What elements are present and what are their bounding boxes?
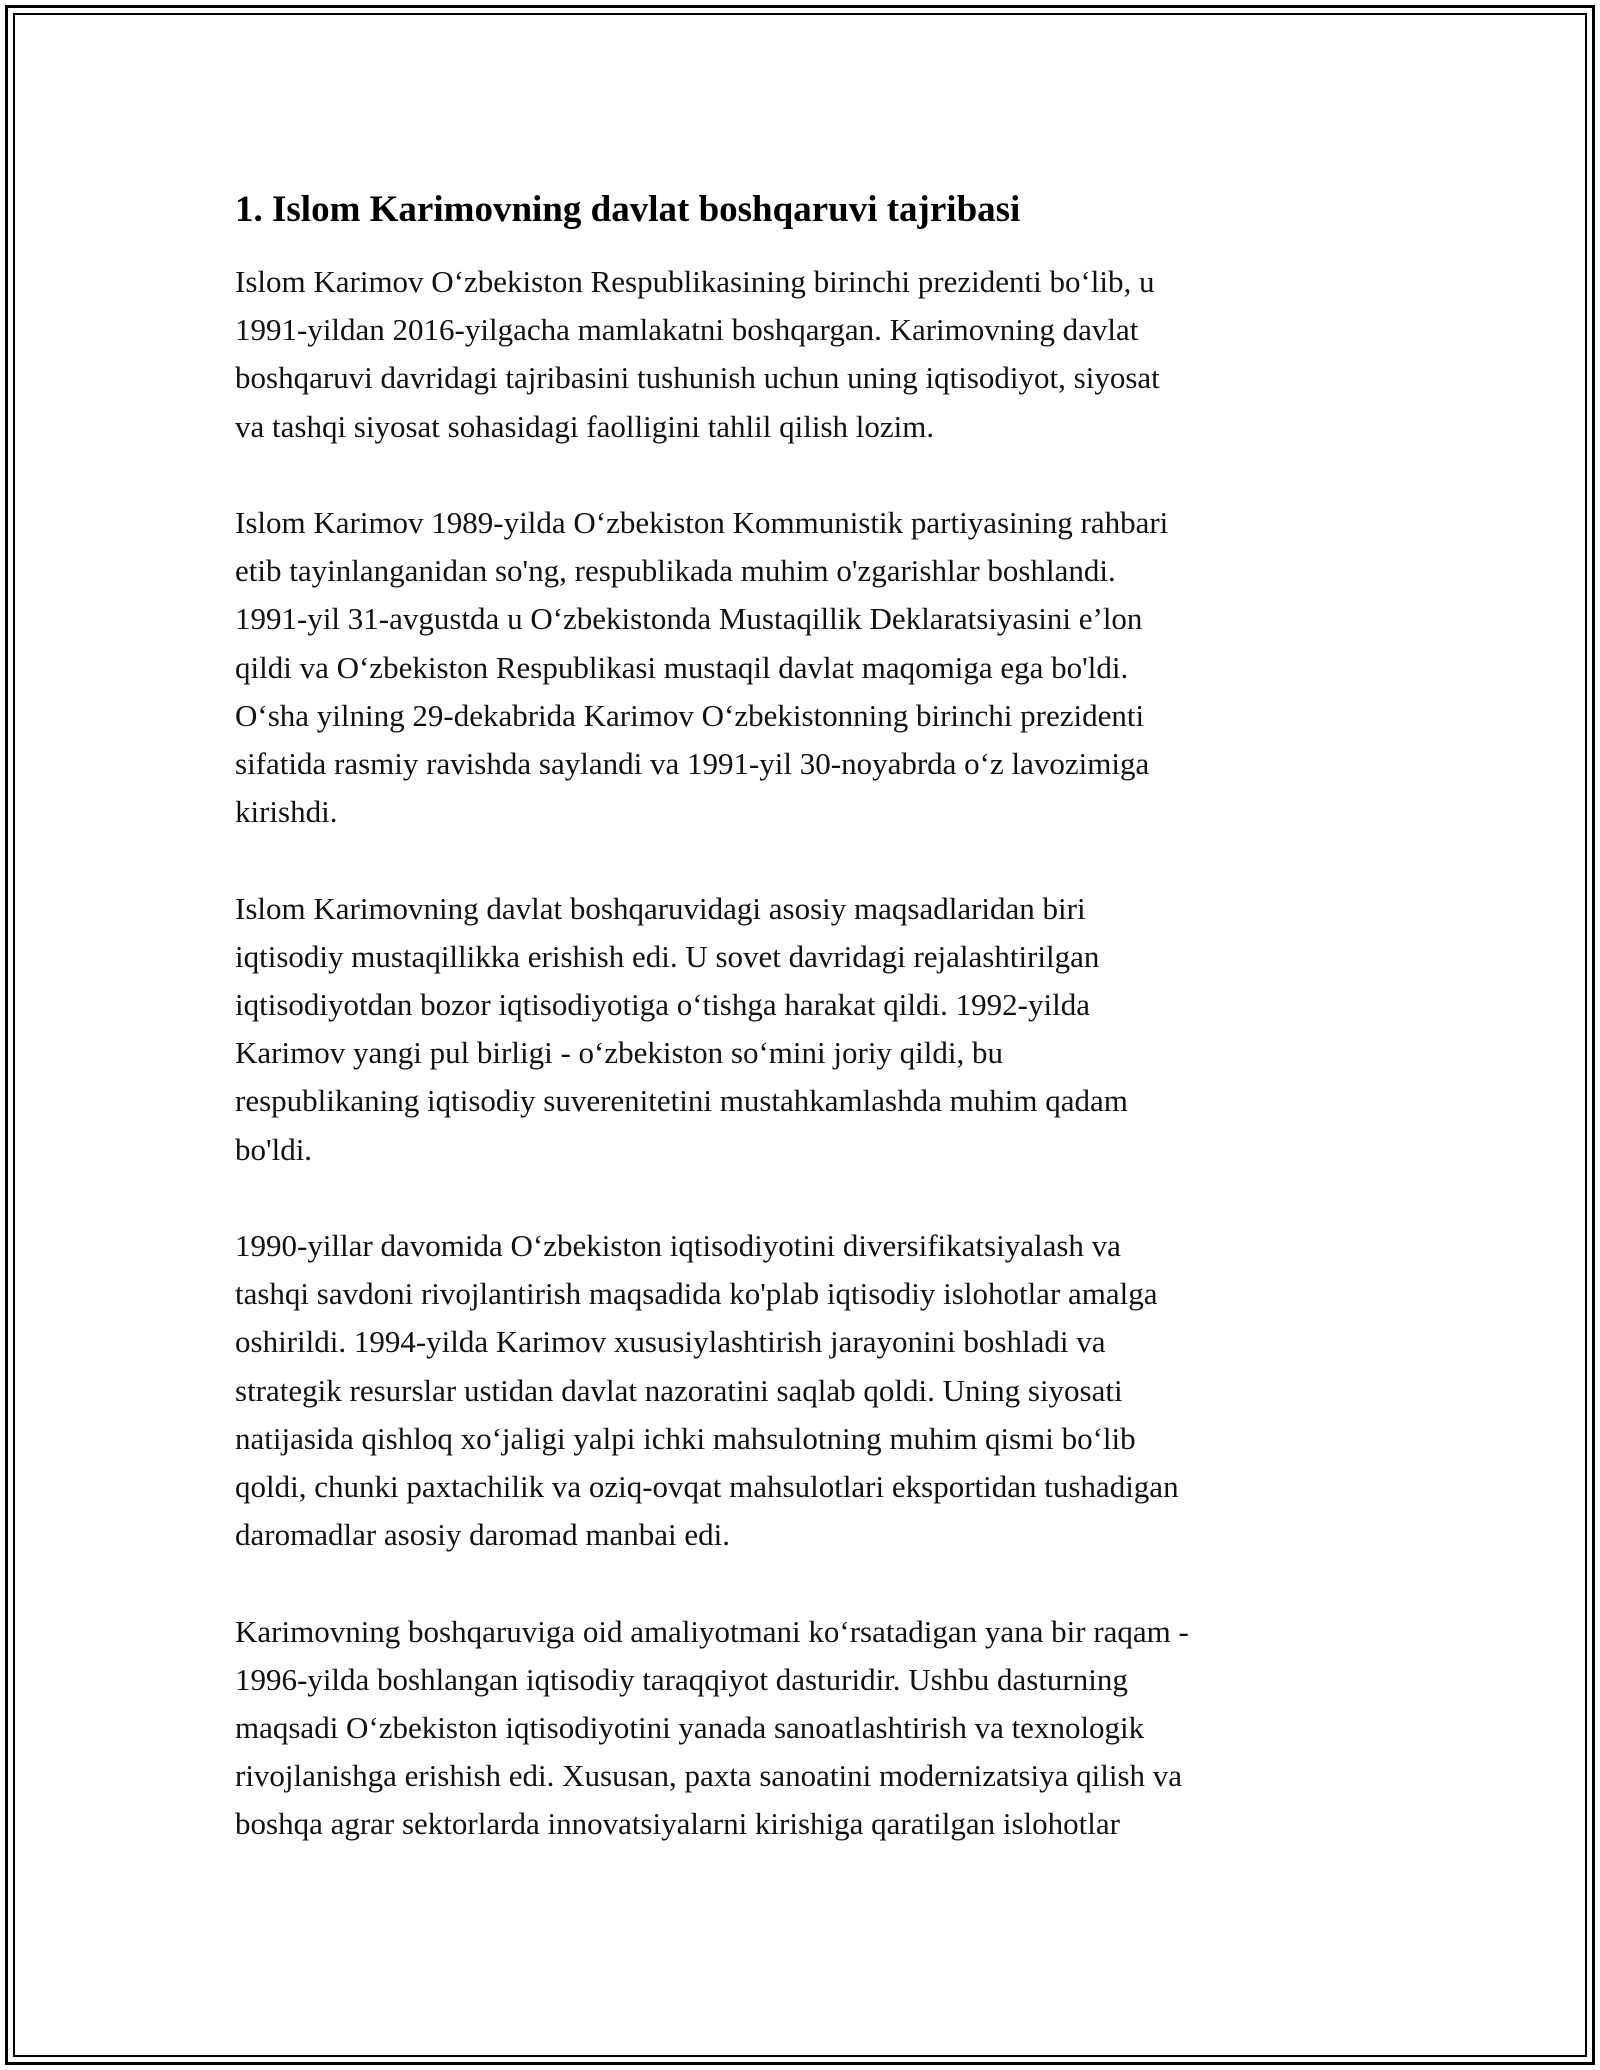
- paragraph-reforms-1990s: 1990-yillar davomida O‘zbekiston iqtisodiyotini diversifikatsiyalash va tashqi savdoni rivojlantirish maqsadida ko'plab iqtisodiy islohotlar amalga oshirildi. 1994-yilda Karimov xususiylashtirish jarayonini boshladi va strategik resurslar ustidan davlat nazoratini saqlab qoldi. Uning siyosati natijasida qishloq xo‘jaligi yalpi ichki mahsulotning muhim qismi bo‘lib qoldi, chunki paxtachilik va oziq-ovqat mahsulotlari eksportidan tushadigan daromadlar asosiy daromad manbai edi.: [235, 1228, 1179, 1553]
- paragraph-development-program: Karimovning boshqaruviga oid amaliyotmani ko‘rsatadigan yana bir raqam - 1996-yilda boshlangan iqtisodiy taraqqiyot dasturidir. Ushbu dasturning maqsadi O‘zbekiston iqtisodiyotini yanada sanoatlashtirish va texnologik rivojlanishga erishish edi. Xususan, paxta sanoatini modernizatsiya qilish va boshqa agrar sektorlarda innovatsiyalarni kirishiga qaratilgan islohotlar: [235, 1613, 1189, 1842]
- section-heading: 1. Islom Karimovning davlat boshqaruvi tajribasi: [235, 189, 1021, 230]
- document-body: [235, 180, 1375, 1897]
- paragraph-independence: Islom Karimov 1989-yilda O‘zbekiston Kommunistik partiyasining rahbari etib tayinlanganidan so'ng, respublikada muhim o'zgarishlar boshlandi. 1991-yil 31-avgustda u O‘zbekistonda Mustaqillik Deklaratsiyasini e’lon qildi va O‘zbekiston Respublikasi mustaqil davlat maqomiga ega bo'ldi. O‘sha yilning 29-dekabrida Karimov O‘zbekistonning birinchi prezidenti sifatida rasmiy ravishda saylandi va 1991-yil 30-noyabrda o‘z lavozimiga kirishdi.: [235, 505, 1169, 830]
- paragraph-intro: Islom Karimov O‘zbekiston Respublikasining birinchi prezidenti bo‘lib, u 1991-yildan 2016-yilgacha mamlakatni boshqargan. Karimovning davlat boshqaruvi davridagi tajribasini tushunish uchun uning iqtisodiyot, siyosat va tashqi siyosat sohasidagi faolligini tahlil qilish lozim.: [235, 264, 1160, 444]
- paragraph-economic-goals: Islom Karimovning davlat boshqaruvidagi asosiy maqsadlaridan biri iqtisodiy mustaqillikka erishish edi. U sovet davridagi rejalashtirilgan iqtisodiyotdan bozor iqtisodiyotiga o‘tishga harakat qildi. 1992-yilda Karimov yangi pul birligi - o‘zbekiston so‘mini joriy qildi, bu respublikaning iqtisodiy suverenitetini mustahkamlashda muhim qadam bo'ldi.: [235, 890, 1128, 1167]
